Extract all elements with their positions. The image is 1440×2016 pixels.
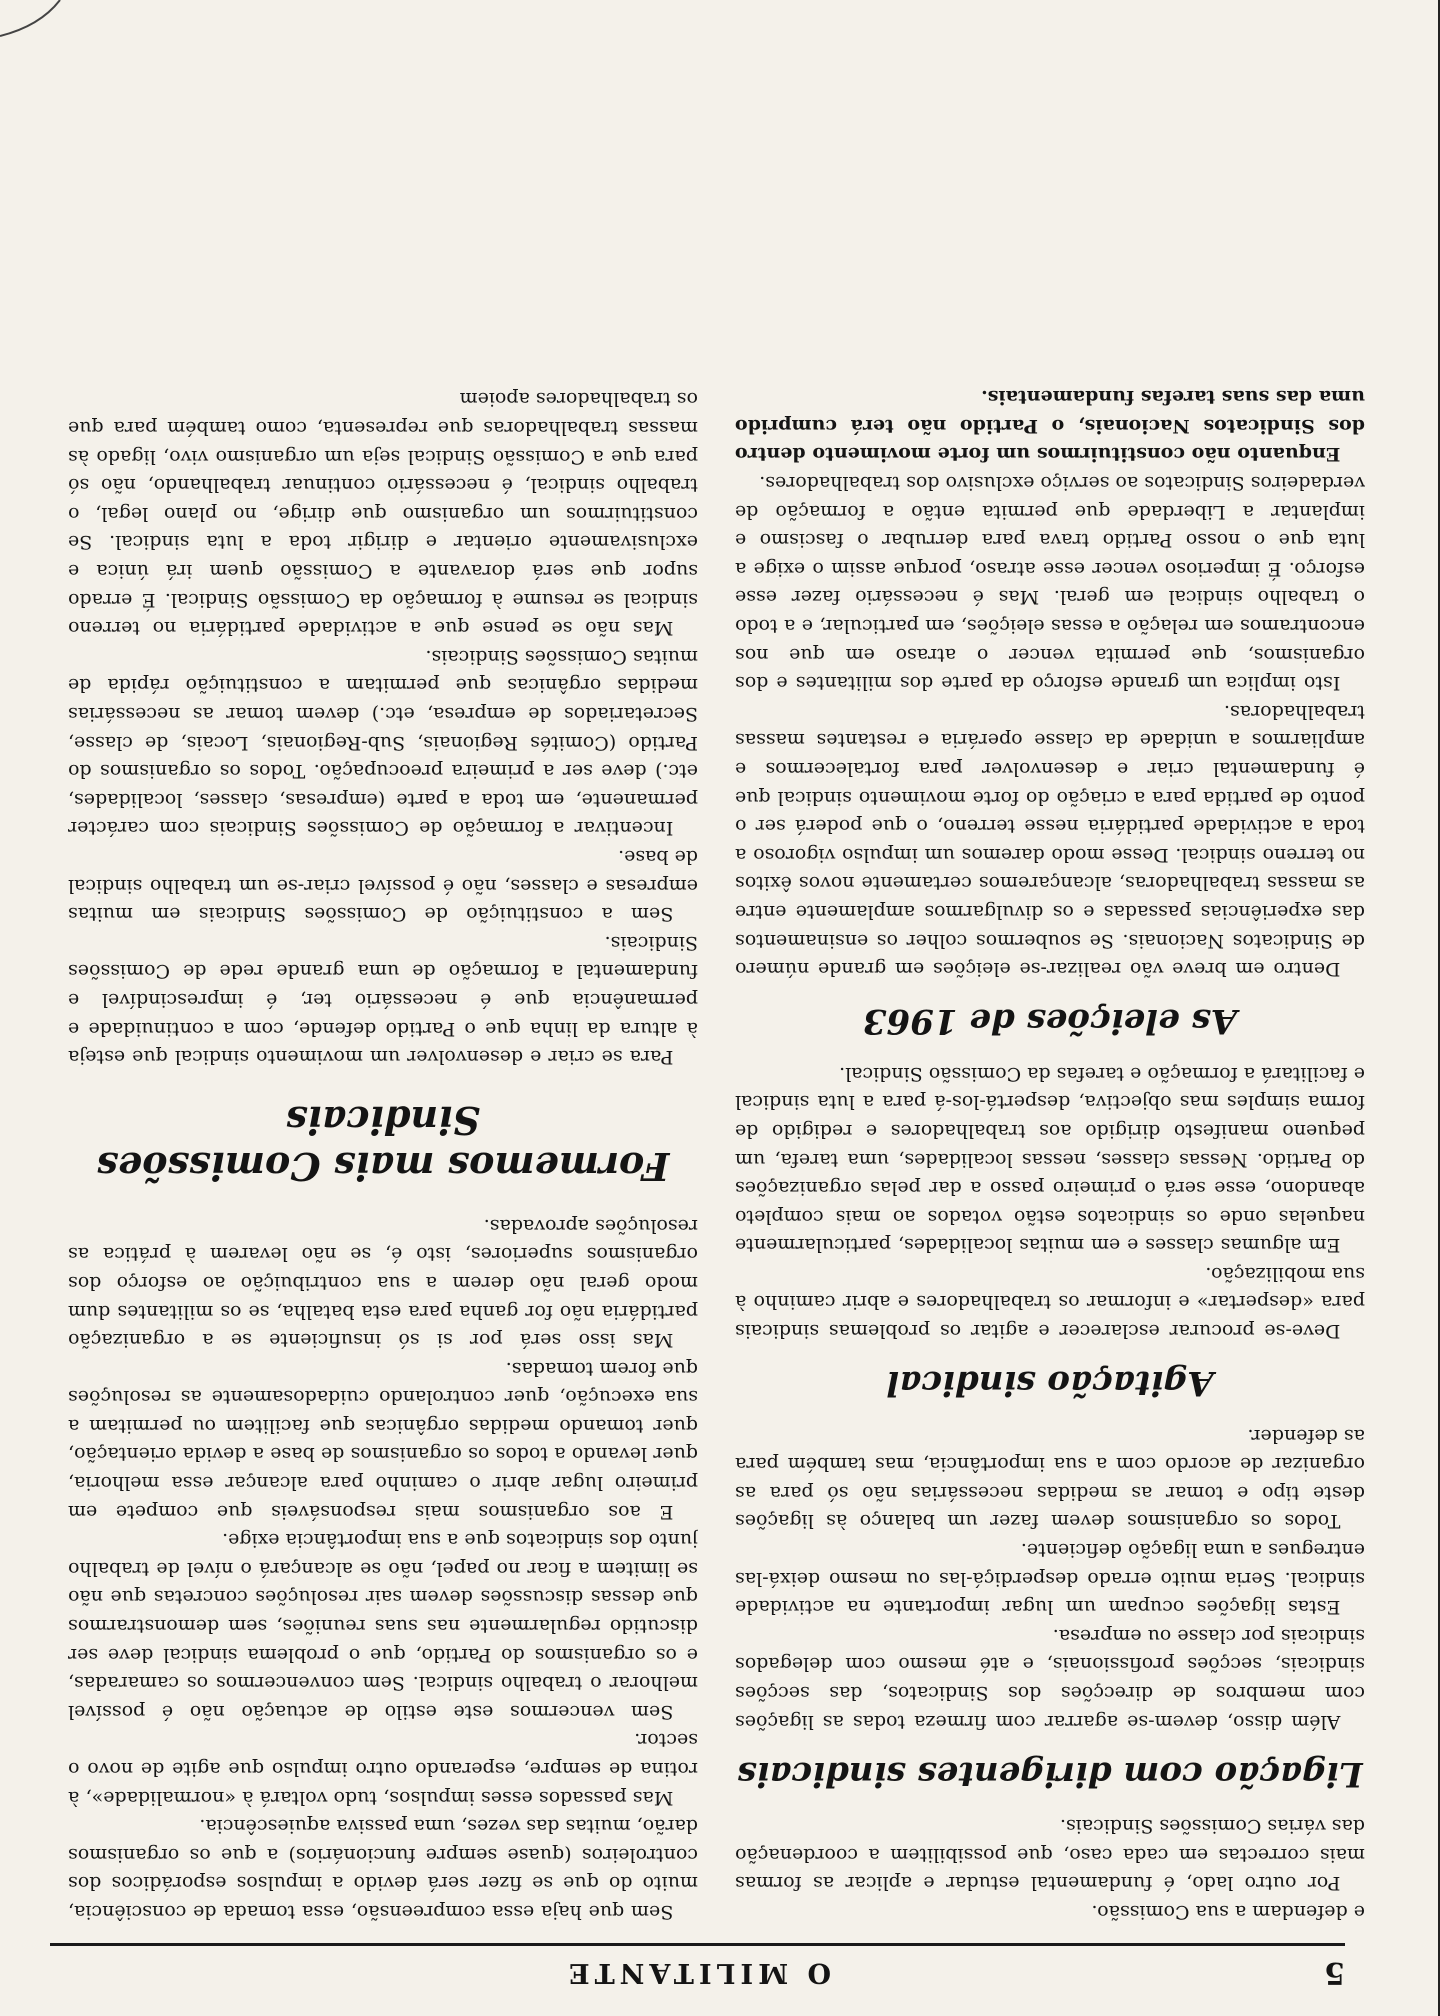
paragraph: e defendam a sua Comissão. xyxy=(1091,1901,1365,1923)
paragraph: Por outro lado, é fundamental estudar e aplicar as formas mais correctas em cada caso, que possibilitem a coordenação das várias Comissões Sindicais. xyxy=(735,1815,1365,1895)
section-heading: Agitação sindical xyxy=(886,1363,1214,1404)
section-heading: Formemos mais Comissões Sindicais xyxy=(96,1098,670,1190)
paragraph: Em algumas classes e em muitas localidades, particularmente naquelas onde os sindicatos estão votados ao mais completo abandono, esse será o primeiro passo a dar pelas organizações do Partido. Nessas classes, nessas localidades, uma tarefa, um pequeno manifesto dirigido aos trabalhadores e redigido de forma simples mas objectiva, despertá-los-á para a luta sindical e facilitará a formação e tarefas da Comissão Sindical. xyxy=(735,1062,1365,1257)
paragraph: Além disso, devem-se agarrar com firmeza todas as ligações com membros de direcções dos Sindicatos, das secções sindicais, secções profissionais, e até mesmo com delegados sindicais por classe ou empresa. xyxy=(735,1624,1365,1733)
paragraph: Deve-se procurar esclarecer e agitar os problemas sindicais para «despertar» e informar os trabalhadores e abrir caminho à sua mobilização. xyxy=(735,1262,1365,1343)
paragraph: Para se criar e desenvolver um movimento sindical que esteja à altura da linha que o Partido defende, com a continuidade e permanência que é necessário ter, é imprescindível e fundamental a formação de uma grande rede de Comissões Sindicais. xyxy=(68,931,698,1069)
masthead xyxy=(50,1943,1345,1994)
left-column xyxy=(735,40,1365,1926)
paragraph: Mas não se pense que a actividade partidária no terreno sindical se resume à formação da Comissão Sindical. É errado supor que será doravante a Comissão quem irá única e exclusivamente orientar e dirigir toda a luta sindical. Se constituirmos um organismo que dirige, no plano legal, o trabalho sindical, é necessário continuar trabalhando, não só para que a Comissão Sindical seja um organismo vivo, ligado às massas trabalhadoras que representa, como também para que os trabalhadores apoiem xyxy=(68,388,698,640)
section-heading: Ligação com dirigentes sindicais xyxy=(737,1753,1363,1794)
paragraph: Mas isso será por si só insuficiente se a organização partidária não for ganha para esta batalha, se os militantes dum modo geral não derem a sua contribuição ao esforço dos organismos superiores, isto é, se não levarem à prática as resoluções aprovadas. xyxy=(68,1214,698,1352)
paragraph: Sem a constituição de Comissões Sindicais em muitas empresas e classes, não é possível criar-se um trabalho sindical de base. xyxy=(68,846,698,926)
right-column xyxy=(68,40,698,1926)
paragraph: Incentivar a formação de Comissões Sindicais com carácter permanente, em toda a parte (empresas, classes, localidades, etc.) deve ser a primeira preocupação. Todos os organismos do Partido (Comités Regionais, Sub-Regionais, Locais, de classe, Secretariados de empresa, etc.) devem tomar as necessárias medidas orgânicas que permitam a constituição rápida de muitas Comissões Sindicais. xyxy=(68,645,698,840)
paragraph: Enquanto não constituirmos um forte movimento dentro dos Sindicatos Nacionais, o Partido não terá cumprido uma das suas tarefas fundamentais. xyxy=(735,386,1365,466)
paragraph: Estas ligações ocupam um lugar importante na actividade sindical. Seria muito errado desperdiçá-las ou mesmo deixá-las entregues a uma ligação deficiente. xyxy=(735,1539,1365,1619)
paragraph: Dentro em breve vão realizar-se eleições em grande número de Sindicatos Nacionais. Se soubermos colher os ensinamentos das experiências passadas e os divulgarmos amplamente entre as massas trabalhadoras, alcançaremos certamente novos êxitos no terreno sindical. Desse modo daremos um impulso vigoroso a toda a actividade partidária nesse terreno, o que poderá ser o ponto de partida para a criação do forte movimento sindical que é fundamental criar e desenvolver para fortalecermos e ampliarmos a unidade da classe operária e restantes massas trabalhadoras. xyxy=(735,700,1365,981)
paragraph: E aos organismos mais responsáveis que compete em primeiro lugar abrir o caminho para alcançar essa melhoria, quer levando a todos os organismos de base a devida orientação, quer tomando medidas orgânicas que facilitem ou permitam a sua execução, quer controlando cuidadosamente as resoluções que forem tomadas. xyxy=(68,1357,698,1523)
paragraph: Sem que haja essa compreensão, essa tomada de consciência, muito do que se fizer será devido a impulsos esporádicos dos controleiros (quase sempre funcionários) a que os organismos darão, muitas das vezes, uma passiva aquiescência. xyxy=(68,1815,698,1923)
paragraph: Isto implica um grande esforço da parte dos militantes e dos organismos, que permita vencer o atraso em que nos encontramos em relação a essas eleições, em particular, e a todo o trabalho sindical em geral. Mas é necessário fazer esse esforço. É imperioso vencer esse atraso, porque assim o exige a luta que o nosso Partido trava para derrubar o fascismo e implantar a Liberdade que permita então a formação de verdadeiros Sindicatos ao serviço exclusivo dos trabalhadores. xyxy=(735,472,1365,695)
paragraph: Mas passados esses impulsos, tudo voltará à «normalidade», à rotina de sempre, esperando outro impulso que agite de novo o sector. xyxy=(68,1729,698,1809)
newspaper-title: O MILITANTE xyxy=(564,1957,831,1988)
page-number: 5 xyxy=(1324,1955,1345,1990)
section-heading: As eleições de 1963 xyxy=(862,1001,1238,1042)
paragraph: Sem vencermos este estilo de actuação não é possível melhorar o trabalho sindical. Sem convencermos os camaradas, e os organismos do Partido, que o problema sindical deve ser discutido regularmente nas suas reuniões, sem demonstrarmos que dessas discussões devem sair resoluções concretas que não se limitem a ficar no papel, não se alcançará o nível de trabalho junto dos sindicatos que a sua importância exige. xyxy=(68,1529,698,1723)
paragraph: Todos os organismos devem fazer um balanço às ligações deste tipo e tomar as medidas necessárias não só para as organizar de acordo com a sua importância, mas também para as defender. xyxy=(735,1424,1365,1533)
